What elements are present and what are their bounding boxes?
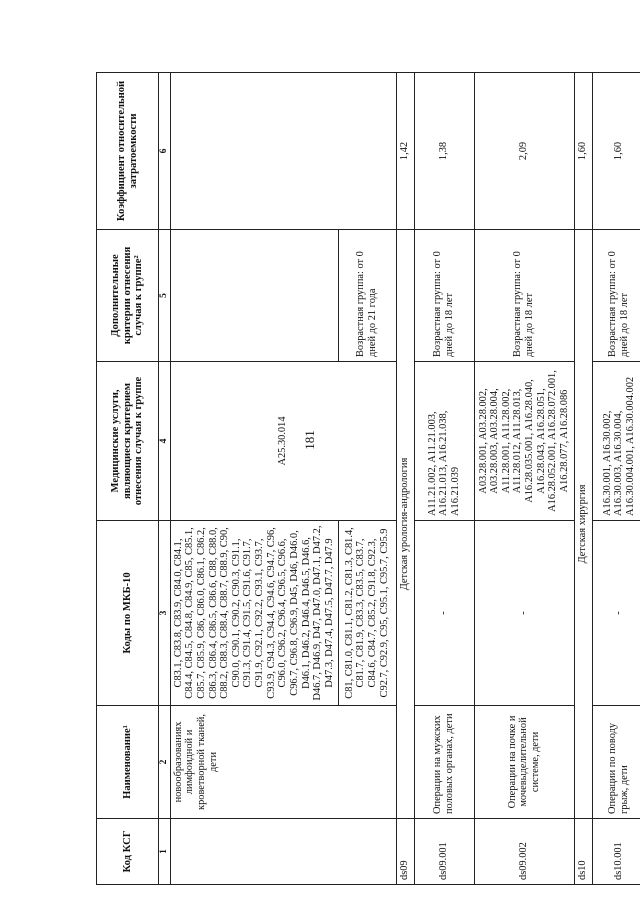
table-row <box>170 73 338 885</box>
header-code: Код КСГ <box>97 819 159 885</box>
section-coefficient: 1,42 <box>396 73 414 230</box>
header-coefficient: Коэффициент относительной затратоемкости <box>97 73 159 230</box>
column-number-row <box>159 73 171 885</box>
cell-coefficient <box>170 73 396 230</box>
table-row <box>474 73 574 885</box>
cell-code: ds10.001 <box>592 819 640 885</box>
cell-mkb: C81, C81.0, C81.1, C81.2, C81.3, C81.4, C81.7, C81.9, C83.3, C83.5, C83.7, C84.6, C84.7, C85.2, C91.8, C92.3, C92.7, C92.9, C95, C95.1, C95.7, C95.9 <box>338 521 396 706</box>
cell-name: Операции по поводу грыж, дети <box>592 706 640 819</box>
cell-criteria <box>170 230 338 362</box>
rotated-table-container <box>96 73 640 885</box>
ksg-table <box>96 72 640 885</box>
column-number: 5 <box>159 230 171 362</box>
header-mkb: Коды по МКБ-10 <box>97 521 159 706</box>
cell-criteria: Возрастная группа: от 0 дней до 21 года <box>338 230 396 362</box>
cell-coefficient: 2,09 <box>474 73 574 230</box>
cell-code: ds09.002 <box>474 819 574 885</box>
header-criteria: Дополнительные критерии отнесения случая к группе² <box>97 230 159 362</box>
cell-services: A11.21.002, A11.21.003, A16.21.013, A16.21.038, A16.21.039 <box>414 362 474 521</box>
column-number: 2 <box>159 706 171 819</box>
section-title: Детская хирургия <box>574 230 592 819</box>
cell-coefficient: 1,38 <box>414 73 474 230</box>
column-number: 1 <box>159 819 171 885</box>
cell-mkb: - <box>592 521 640 706</box>
cell-mkb: C83.1, C83.8, C83.9, C84.0, C84.1, C84.4, C84.5, C84.8, C84.9, C85, C85.1, C85.7, C85.9, C86, C86.0, C86.1, C86.2, C86.3, C86.4, C86.5, C86.6, C88, C88.0, C88.2, C88.3, C88.4, C88.7, C88.9, C90, C90.0, C90.1, C90.2, C90.3, C91.1, C91.3, C91.4, C91.5, C91.6, C91.7, C91.9, C92.1, C92.2, C93.1, C93.7, C93.9, C94.3, C94.4, C94.6, C94.7, C96, C96.0, C96.2, C96.4, C96.5, C96.6, C96.7, C96.8, C96.9, D45, D46, D46.0, D46.1, D46.2, D46.4, D46.5, D46.6, D46.7, D46.9, D47, D47.0, D47.1, D47.2, D47.3, D47.4, D47.5, D47.7, D47.9 <box>170 521 338 706</box>
cell-services: A16.30.001, A16.30.002, A16.30.003, A16.30.004, A16.30.004.001, A16.30.004.002 <box>592 362 640 521</box>
section-row <box>574 73 592 885</box>
cell-services: A25.30.014 <box>170 362 396 521</box>
cell-services: A03.28.001, A03.28.002, A03.28.003, A03.28.004, A11.28.001, A11.28.002, A11.28.012, A11.28.013, A16.28.035.001, A16.28.040, A16.28.043, A16.28.051, A16.28.052.001, A16.28.072.001, A16.28.077, A16.28.086 <box>474 362 574 521</box>
table-row <box>414 73 474 885</box>
cell-name: новообразованиях лимфоидной и кроветворной тканей, дети <box>170 706 396 819</box>
cell-mkb: - <box>474 521 574 706</box>
section-coefficient: 1,60 <box>574 73 592 230</box>
header-name: Наименование¹ <box>97 706 159 819</box>
cell-criteria: Возрастная группа: от 0 дней до 18 лет <box>474 230 574 362</box>
cell-name: Операции на мужских половых органах, дети <box>414 706 474 819</box>
section-code: ds09 <box>396 819 414 885</box>
section-title: Детская урология-андрология <box>396 230 414 819</box>
column-number: 6 <box>159 73 171 230</box>
column-number: 4 <box>159 362 171 521</box>
cell-name: Операции на почке и мочевыделительной системе, дети <box>474 706 574 819</box>
header-row <box>97 73 159 885</box>
page-number: 181 <box>302 430 317 450</box>
cell-criteria: Возрастная группа: от 0 дней до 18 лет <box>592 230 640 362</box>
cell-mkb: - <box>414 521 474 706</box>
header-services: Медицинские услуги, являющиеся критерием отнесения случая к группе <box>97 362 159 521</box>
cell-coefficient: 1,60 <box>592 73 640 230</box>
table-row <box>592 73 640 885</box>
cell-code <box>170 819 396 885</box>
cell-criteria: Возрастная группа: от 0 дней до 18 лет <box>414 230 474 362</box>
section-row <box>396 73 414 885</box>
cell-code: ds09.001 <box>414 819 474 885</box>
column-number: 3 <box>159 521 171 706</box>
section-code: ds10 <box>574 819 592 885</box>
